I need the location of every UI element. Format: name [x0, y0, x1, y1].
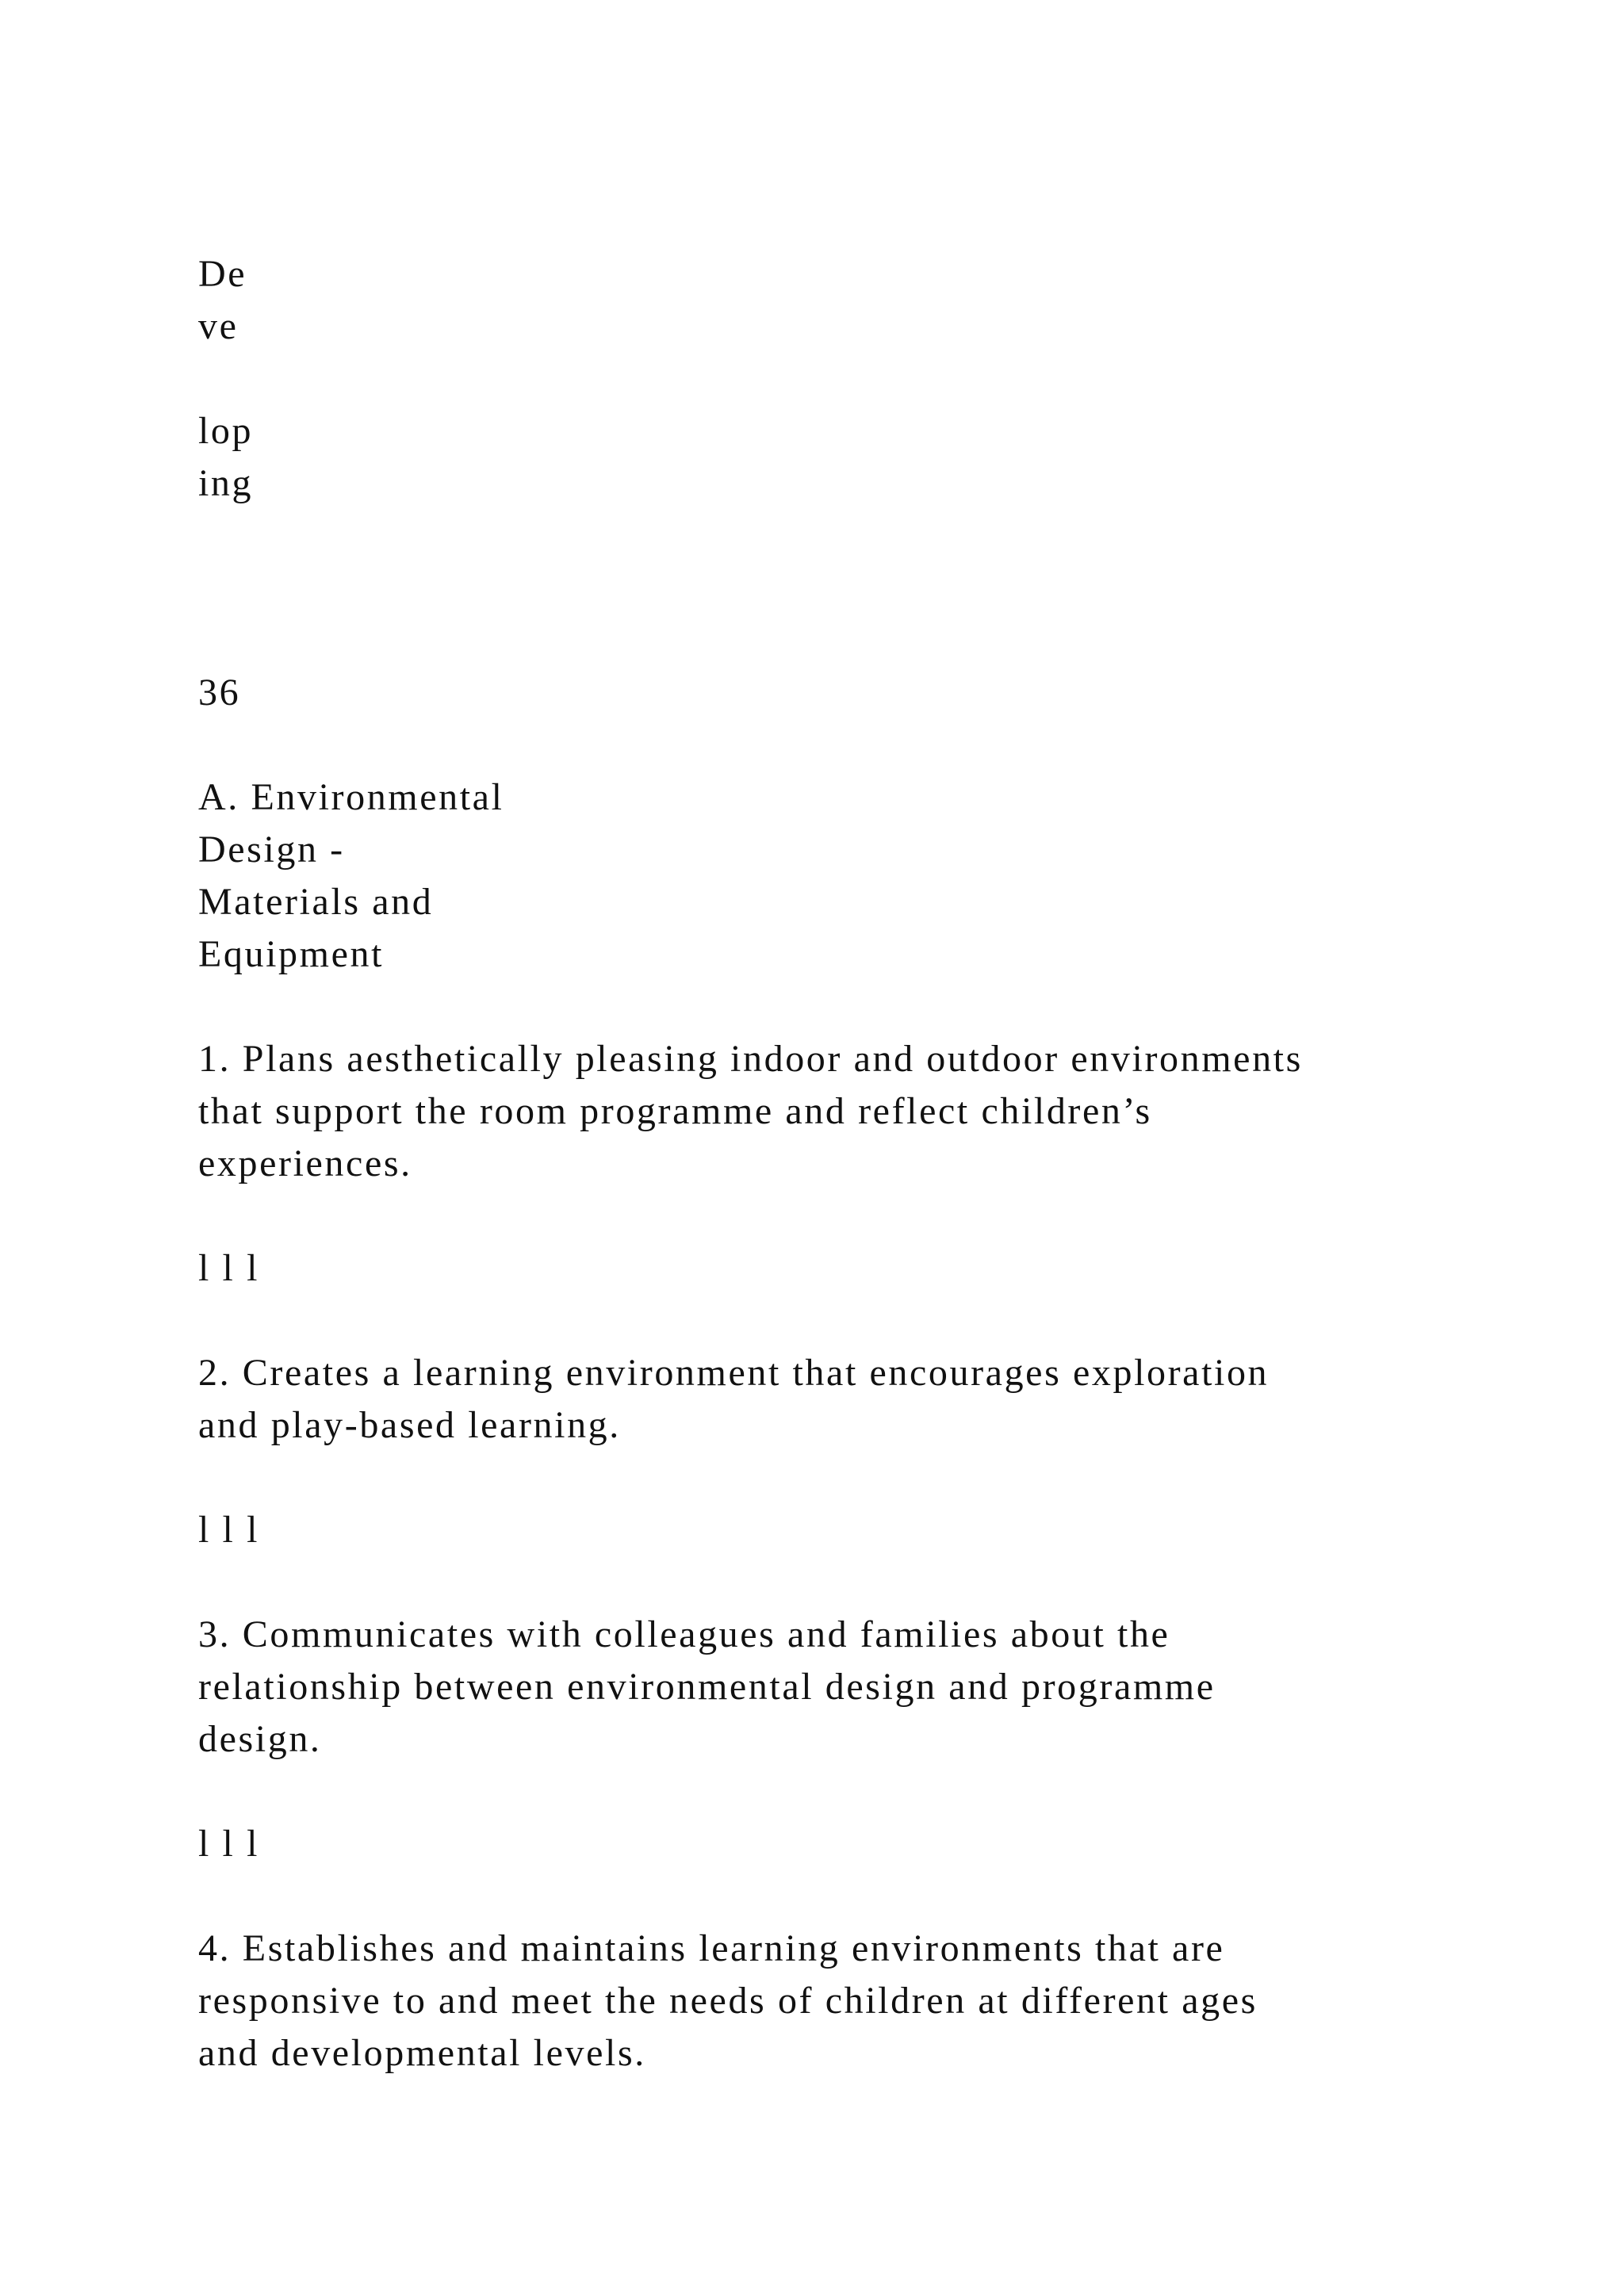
item-3-text-line: 3. Communicates with colleagues and families about the — [198, 1613, 1170, 1655]
item-4-text-line: responsive to and meet the needs of children at different ages — [198, 1980, 1258, 2022]
item-1-rating: l l l — [198, 1247, 260, 1289]
heading-fragment: ve — [198, 305, 239, 347]
item-1-text-line: experiences. — [198, 1142, 412, 1184]
heading-fragment: lop — [198, 410, 254, 452]
section-title-line: A. Environmental — [198, 776, 504, 818]
item-1-text-line: that support the room programme and reflect children’s — [198, 1090, 1152, 1132]
item-2-text-line: and play-based learning. — [198, 1404, 621, 1446]
section-title-line: Equipment — [198, 933, 385, 975]
section-title-line: Materials and — [198, 881, 434, 923]
item-2-rating: l l l — [198, 1509, 260, 1551]
item-2-text-line: 2. Creates a learning environment that encourages exploration — [198, 1352, 1270, 1394]
item-3-text-line: design. — [198, 1718, 322, 1760]
item-3-rating: l l l — [198, 1823, 260, 1865]
heading-fragment: De — [198, 253, 247, 295]
item-3-text-line: relationship between environmental design and programme — [198, 1666, 1216, 1708]
item-4-text-line: 4. Establishes and maintains learning environments that are — [198, 1927, 1225, 1969]
item-4-text-line: and developmental levels. — [198, 2032, 646, 2074]
heading-fragment: ing — [198, 462, 254, 504]
section-title-line: Design - — [198, 828, 345, 871]
item-1-text-line: 1. Plans aesthetically pleasing indoor and outdoor environments — [198, 1038, 1303, 1080]
page-number: 36 — [198, 672, 241, 714]
